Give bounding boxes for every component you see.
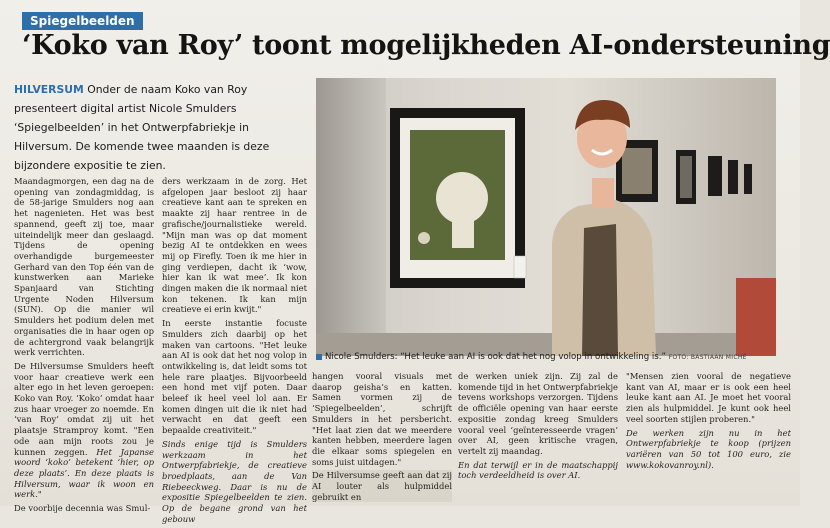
column-paragraph: ders werkzaam in de zorg. Het afgelopen jaar besloot zij haar creatieve kant aan te spreken en maakte zij haar rentree in de grafische/journalistieke wereld. "Mijn man was op dat moment bezig AI te ontdekken en wees mij op Firefly. Toen ik me hier in ging verdiepen, dacht ik ‘wow, hier kan ik wat mee’. Ik kon dingen maken die ik normaal niet kon tekenen. Ik kan mijn creatieve ei erin kwijt." (162, 176, 307, 315)
photo-caption (316, 352, 776, 362)
column-paragraph: hangen vooral visuals met daarop geisha’s en katten. Samen vormen zij de ‘Spiegelbeelden’, schrijft Smulders in het persbericht. "Het laat zien dat we meerdere kanten hebben, meerdere lagen die elkaar soms spiegelen en soms juist uitdagen." (312, 371, 452, 467)
column-paragraph (14, 361, 154, 500)
photo-illustration (316, 78, 776, 356)
column-paragraph: Maandagmorgen, een dag na de opening van zondagmiddag, is de 58-jarige Smulders nog aan het nagenieten. Het was best spannend, geeft zij toe, maar uiteindelijk meer dan geslaagd. Tijdens de opening overhandigde burgemeester Gerhard van den Top één van de kunstwerken aan Marieke Spanjaard van Stichting Urgente Noden Hilversum (SUN). Op die manier wil Smulders het podium delen met organisaties die in haar ogen op de achtergrond vaak belangrijk werk verrichten. (14, 176, 154, 358)
distant-frame (708, 156, 722, 196)
caption-square-icon (316, 354, 322, 360)
column-paragraph: de werken uniek zijn. Zij zal de komende tijd in het Ontwerpfabriekje tevens workshops verzorgen. Tijdens de officiële opening van haar eerste expositie zondag kreeg Smulders vooral veel ‘geïnteresseerde vragen’ over AI, geen kritische vragen, vertelt zij maandag. (458, 371, 619, 456)
column-paragraph: De voorbije decennia was Smul- (14, 503, 151, 514)
distant-frame (744, 164, 752, 194)
lead-dateline: HILVERSUM (14, 83, 84, 96)
red-banner (736, 278, 776, 356)
lead-text: Onder de naam Koko van Roy presenteert digital artist Nicole Smulders ‘Spiegelbeelden’ in het Ontwerpfabriekje in Hilversum. De komende twee maanden is deze bijzondere expositie te zien. (14, 83, 270, 172)
column-paragraph: En dat terwijl er in de maatschappij toch verdeeldheid is over AI. (458, 459, 618, 481)
column-paragraph: In eerste instantie focuste Smulders zich daarbij op het maken van cartoons. "Het leuke aan AI is ook dat het nog volop in ontwikkeling is, dat leidt soms tot hele rare plaatjes. Bijvoorbeeld een hond met vijf poten. Daar beleef ik heel veel lol aan. Er komen dingen uit die ik niet had verwacht en dat geeft een bepaalde creativiteit." (162, 318, 307, 436)
section-kicker: Spiegelbeelden (22, 12, 143, 30)
article-column-3 (312, 371, 452, 505)
column-paragraph: De werken zijn nu in het Ontwerpfabriekje te koop (prijzen variëren van 50 tot 100 euro, zie www.kokovanroy.nl). (626, 427, 791, 470)
column-paragraph: "Mensen zien vooral de negatieve kant van AI, maar er is ook een heel leuke kant aan AI. Je moet het vooral zien als hulpmiddel. Je kunt ook heel veel soorten stijlen proberen." (626, 371, 791, 424)
column-paragraph: Sinds enige tijd is Smulders werkzaam in het Ontwerpfabriekje, de creatieve broedplaats, aan de Van Riebeeckweg. Daar is nu de expositie Spiegelbeelden te zien. Op de begane grond van het gebouw (162, 438, 307, 524)
exhibition-photo (316, 78, 776, 356)
photo-credit: FOTO: BASTIAAN MICHÉ (668, 354, 747, 361)
artwork-cat (436, 172, 488, 224)
article-column-2 (162, 176, 307, 528)
caption-text: Nicole Smulders: “Het leuke aan AI is ook dat het nog volop in ontwikkeling is.” (325, 352, 666, 362)
column-paragraph: De Hilversumse geeft aan dat zij AI louter als hulpmiddel gebruikt en (312, 470, 452, 502)
article-lead (14, 80, 309, 175)
column-italic-text: Het Japanse woord ‘koko’ betekent ‘hier, op deze plaats’. En deze plaats is Hilversum, waar ik woon en werk." (14, 446, 154, 500)
article-column-1 (14, 176, 154, 517)
column-text: De Hilversumse Smulders heeft voor haar creatieve werk een alter ego in het leven geroepen: Koko van Roy. ‘Koko’ omdat haar zus haar vroeger zo noemde. En ‘van Roy’ omdat zij uit het plaatsje Stramproy komt. "Een ode aan mijn roots zou je kunnen zeggen. (14, 360, 154, 457)
person-nicole-smulders (552, 100, 656, 356)
artwork-label (514, 256, 526, 278)
article-column-4 (458, 371, 618, 484)
distant-frame (728, 160, 738, 194)
article-headline: ‘Koko van Roy’ toont mogelijkheden AI-ondersteuning (22, 30, 830, 61)
article-column-5 (626, 371, 791, 473)
